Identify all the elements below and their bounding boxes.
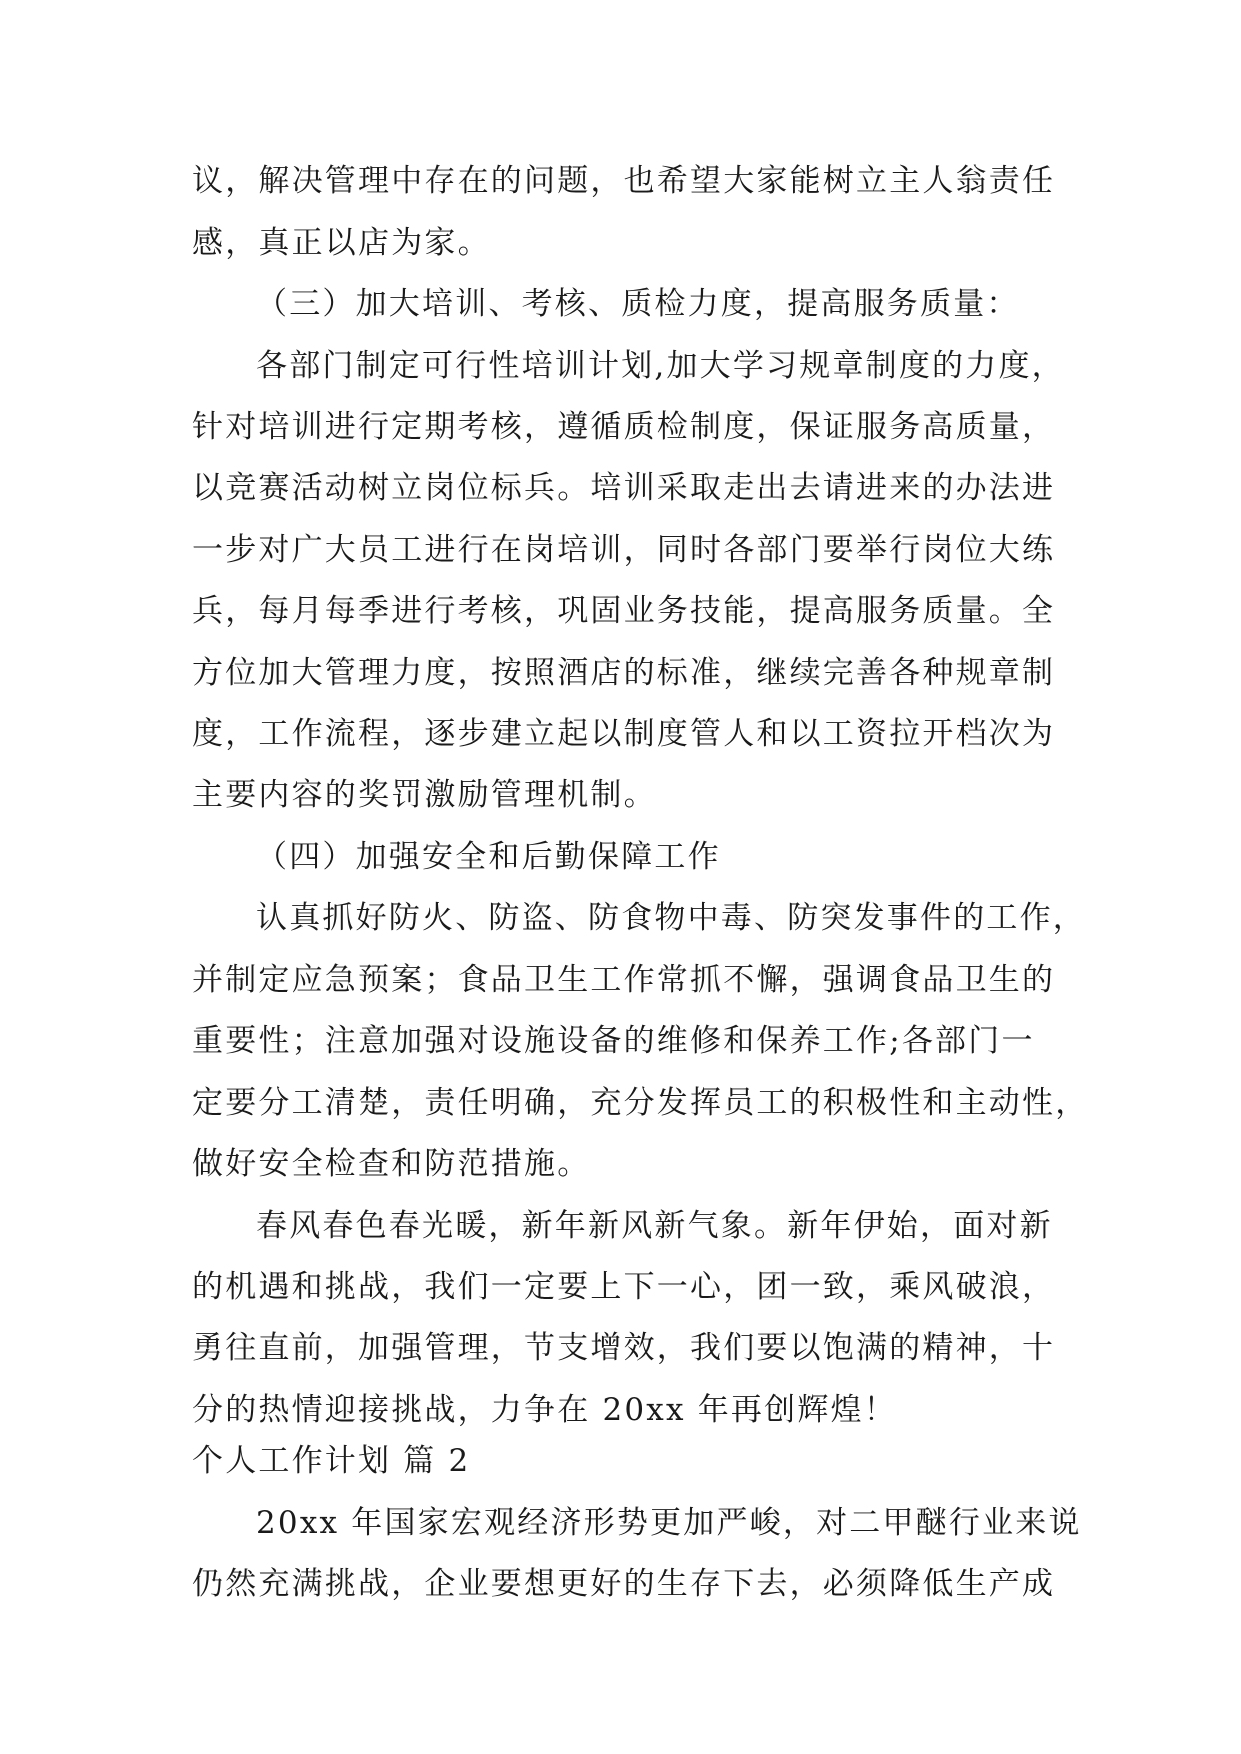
paragraph-start: 春风春色春光暖，新年新风新气象。新年伊始，面对新 [256,1208,1053,1244]
text-line: 一步对广大员工进行在岗培训，同时各部门要举行岗位大练 [192,532,1056,568]
paragraph-start: 20xx 年国家宏观经济形势更加严峻，对二甲醚行业来说 [256,1505,1082,1541]
text-line: 度，工作流程，逐步建立起以制度管人和以工资拉开档次为 [192,716,1056,752]
text-line: 勇往直前，加强管理，节支增效，我们要以饱满的精神，十 [192,1330,1056,1366]
text-line: 做好安全检查和防范措施。 [192,1146,591,1182]
text-line: 定要分工清楚，责任明确，充分发挥员工的积极性和主动性， [192,1085,1089,1121]
text-line: 并制定应急预案；食品卫生工作常抓不懈，强调食品卫生的 [192,962,1056,998]
text-line: 重要性；注意加强对设施设备的维修和保养工作;各部门一 [192,1023,1035,1059]
text-line: 的机遇和挑战，我们一定要上下一心，团一致，乘风破浪， [192,1269,1056,1305]
text-line: 感，真正以店为家。 [192,225,491,261]
text-line: 方位加大管理力度，按照酒店的标准，继续完善各种规章制 [192,655,1056,691]
text-line: 分的热情迎接挑战，力争在 20xx 年再创辉煌！ [192,1392,897,1428]
text-line: 兵，每月每季进行考核，巩固业务技能，提高服务质量。全 [192,593,1056,629]
text-line: 仍然充满挑战，企业要想更好的生存下去，必须降低生产成 [192,1566,1056,1602]
paragraph-start: 各部门制定可行性培训计划,加大学习规章制度的力度， [256,348,1065,384]
section-heading: （四）加强安全和后勤保障工作 [256,839,721,875]
text-line: 议，解决管理中存在的问题，也希望大家能树立主人翁责任 [192,163,1056,199]
paragraph-start: 认真抓好防火、防盗、防食物中毒、防突发事件的工作， [256,900,1086,936]
text-line: 主要内容的奖罚激励管理机制。 [192,777,657,813]
text-line: 针对培训进行定期考核，遵循质检制度，保证服务高质量， [192,409,1056,445]
article-title: 个人工作计划 篇 2 [192,1443,471,1479]
text-line: 以竞赛活动树立岗位标兵。培训采取走出去请进来的办法进 [192,470,1056,506]
section-heading: （三）加大培训、考核、质检力度，提高服务质量： [256,286,1020,322]
